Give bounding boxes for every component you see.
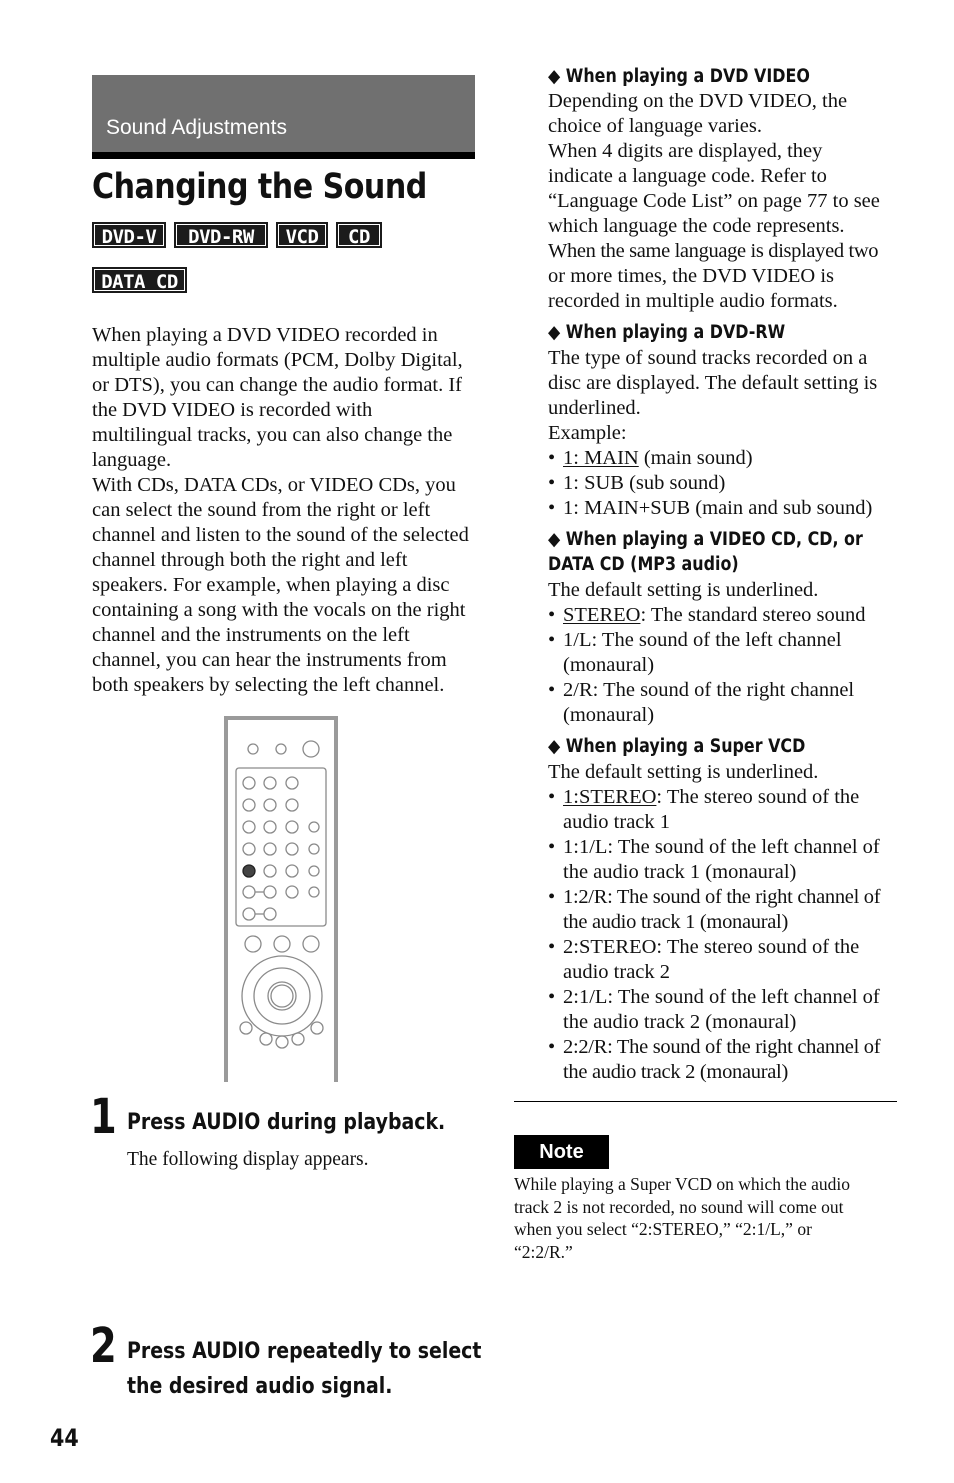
- section-banner-rule: [92, 152, 475, 159]
- intro-line: containing a song with the vocals on the right: [92, 599, 466, 621]
- step-2-heading-line: the desired audio signal.: [127, 1374, 393, 1399]
- text-line: underlined.: [548, 397, 641, 419]
- step-2-number: 2: [90, 1318, 117, 1374]
- list-item: • 1: MAIN+SUB (main and sub sound): [548, 496, 877, 521]
- vcd-cd-options: [548, 603, 866, 728]
- note-line: “2:2/R.”: [514, 1241, 573, 1262]
- text-line: or more times, the DVD VIDEO is: [548, 265, 835, 287]
- text-line: When 4 digits are displayed, they: [548, 140, 823, 162]
- note-line: While playing a Super VCD on which the audio: [514, 1174, 851, 1194]
- remote-control-icon: [224, 716, 340, 1082]
- text-line: disc are displayed. The default setting is: [548, 372, 878, 394]
- intro-line: With CDs, DATA CDs, or VIDEO CDs, you: [92, 474, 456, 496]
- list-item: • 1: SUB (sub sound): [548, 471, 877, 496]
- dvd-video-text: [548, 89, 880, 314]
- intro-line: both speakers by selecting the left channel.: [92, 674, 445, 696]
- list-item: • 2:STEREO: The stereo sound of the audio track 2: [548, 935, 880, 985]
- dvd-rw-text: [548, 346, 877, 521]
- section-title: Sound Adjustments: [106, 116, 287, 139]
- intro-line: When playing a DVD VIDEO recorded in: [92, 324, 438, 346]
- remote-control-illustration: [224, 716, 340, 1082]
- list-item: • 1:STEREO: The stereo sound of the audio track 1: [548, 785, 880, 835]
- list-item: • 2:1/L: The sound of the left channel of the audio track 2 (monaural): [548, 985, 880, 1035]
- intro-text: [92, 323, 469, 698]
- page-title: Changing the Sound: [92, 167, 427, 207]
- step-2-heading: [127, 1334, 481, 1404]
- badge-dvd-v: DVD-V: [92, 222, 166, 248]
- text-line: When the same language is displayed two: [548, 240, 879, 262]
- text-line: The default setting is underlined.: [548, 579, 819, 601]
- intro-line: can select the sound from the right or left: [92, 499, 431, 521]
- dvd-rw-options: [548, 446, 877, 521]
- step-1-body: The following display appears.: [127, 1149, 369, 1170]
- note-divider: [514, 1101, 897, 1102]
- intro-line: the DVD VIDEO is recorded with: [92, 399, 373, 421]
- section-banner: [92, 75, 475, 152]
- heading-line: ◆ When playing a VIDEO CD, CD, or: [548, 529, 863, 550]
- heading-dvd-rw: ◆ When playing a DVD-RW: [548, 322, 786, 343]
- step-2-heading-line: Press AUDIO repeatedly to select: [127, 1339, 482, 1364]
- list-item: • 1/L: The sound of the left channel (monaural): [548, 628, 866, 678]
- text-line: The type of sound tracks recorded on a: [548, 347, 868, 369]
- list-item: • 1:2/R: The sound of the right channel of the audio track 1 (monaural): [548, 885, 880, 935]
- intro-line: language.: [92, 449, 172, 471]
- text-line: which language the code represents.: [548, 215, 845, 237]
- intro-line: multilingual tracks, you can also change the: [92, 424, 453, 446]
- badge-data-cd: DATA CD: [92, 267, 187, 293]
- badge-dvd-rw: DVD-RW: [174, 222, 268, 248]
- intro-line: channel and the instruments on the left: [92, 624, 410, 646]
- badge-vcd: VCD: [276, 222, 328, 248]
- text-line: Example:: [548, 422, 627, 444]
- intro-line: multiple audio formats (PCM, Dolby Digital,: [92, 349, 463, 371]
- page-number: 44: [50, 1424, 79, 1452]
- note-text: [514, 1173, 850, 1263]
- vcd-cd-text: [548, 578, 866, 728]
- text-line: recorded in multiple audio formats.: [548, 290, 838, 312]
- list-item: • 1: MAIN (main sound): [548, 446, 877, 471]
- intro-line: or DTS), you can change the audio format. If: [92, 374, 463, 396]
- heading-super-vcd: ◆ When playing a Super VCD: [548, 736, 806, 757]
- list-item: • STEREO: The standard stereo sound: [548, 603, 866, 628]
- badge-cd: CD: [336, 222, 382, 248]
- text-line: “Language Code List” on page 77 to see: [548, 190, 880, 212]
- text-line: Depending on the DVD VIDEO, the: [548, 90, 848, 112]
- step-1-heading: Press AUDIO during playback.: [127, 1110, 446, 1135]
- list-item: • 2/R: The sound of the right channel (monaural): [548, 678, 866, 728]
- list-item: • 1:1/L: The sound of the left channel of the audio track 1 (monaural): [548, 835, 880, 885]
- heading-line: DATA CD (MP3 audio): [548, 554, 739, 575]
- intro-line: channel and listen to the sound of the selected: [92, 524, 469, 546]
- list-item: • 2:2/R: The sound of the right channel of the audio track 2 (monaural): [548, 1035, 880, 1085]
- step-1-number: 1: [90, 1089, 117, 1145]
- text-line: The default setting is underlined.: [548, 761, 819, 783]
- intro-line: channel, you can hear the instruments from: [92, 649, 447, 671]
- intro-line: channel through both the right and left: [92, 549, 408, 571]
- note-line: when you select “2:STEREO,” “2:1/L,” or: [514, 1219, 812, 1239]
- note-label: Note: [514, 1135, 609, 1169]
- heading-vcd-cd: [548, 527, 863, 577]
- heading-dvd-video: ◆ When playing a DVD VIDEO: [548, 66, 810, 87]
- intro-line: speakers. For example, when playing a disc: [92, 574, 450, 596]
- note-line: track 2 is not recorded, no sound will come out: [514, 1196, 844, 1217]
- text-line: choice of language varies.: [548, 115, 763, 137]
- super-vcd-options: [548, 785, 880, 1085]
- super-vcd-text: [548, 760, 880, 1085]
- text-line: indicate a language code. Refer to: [548, 165, 827, 187]
